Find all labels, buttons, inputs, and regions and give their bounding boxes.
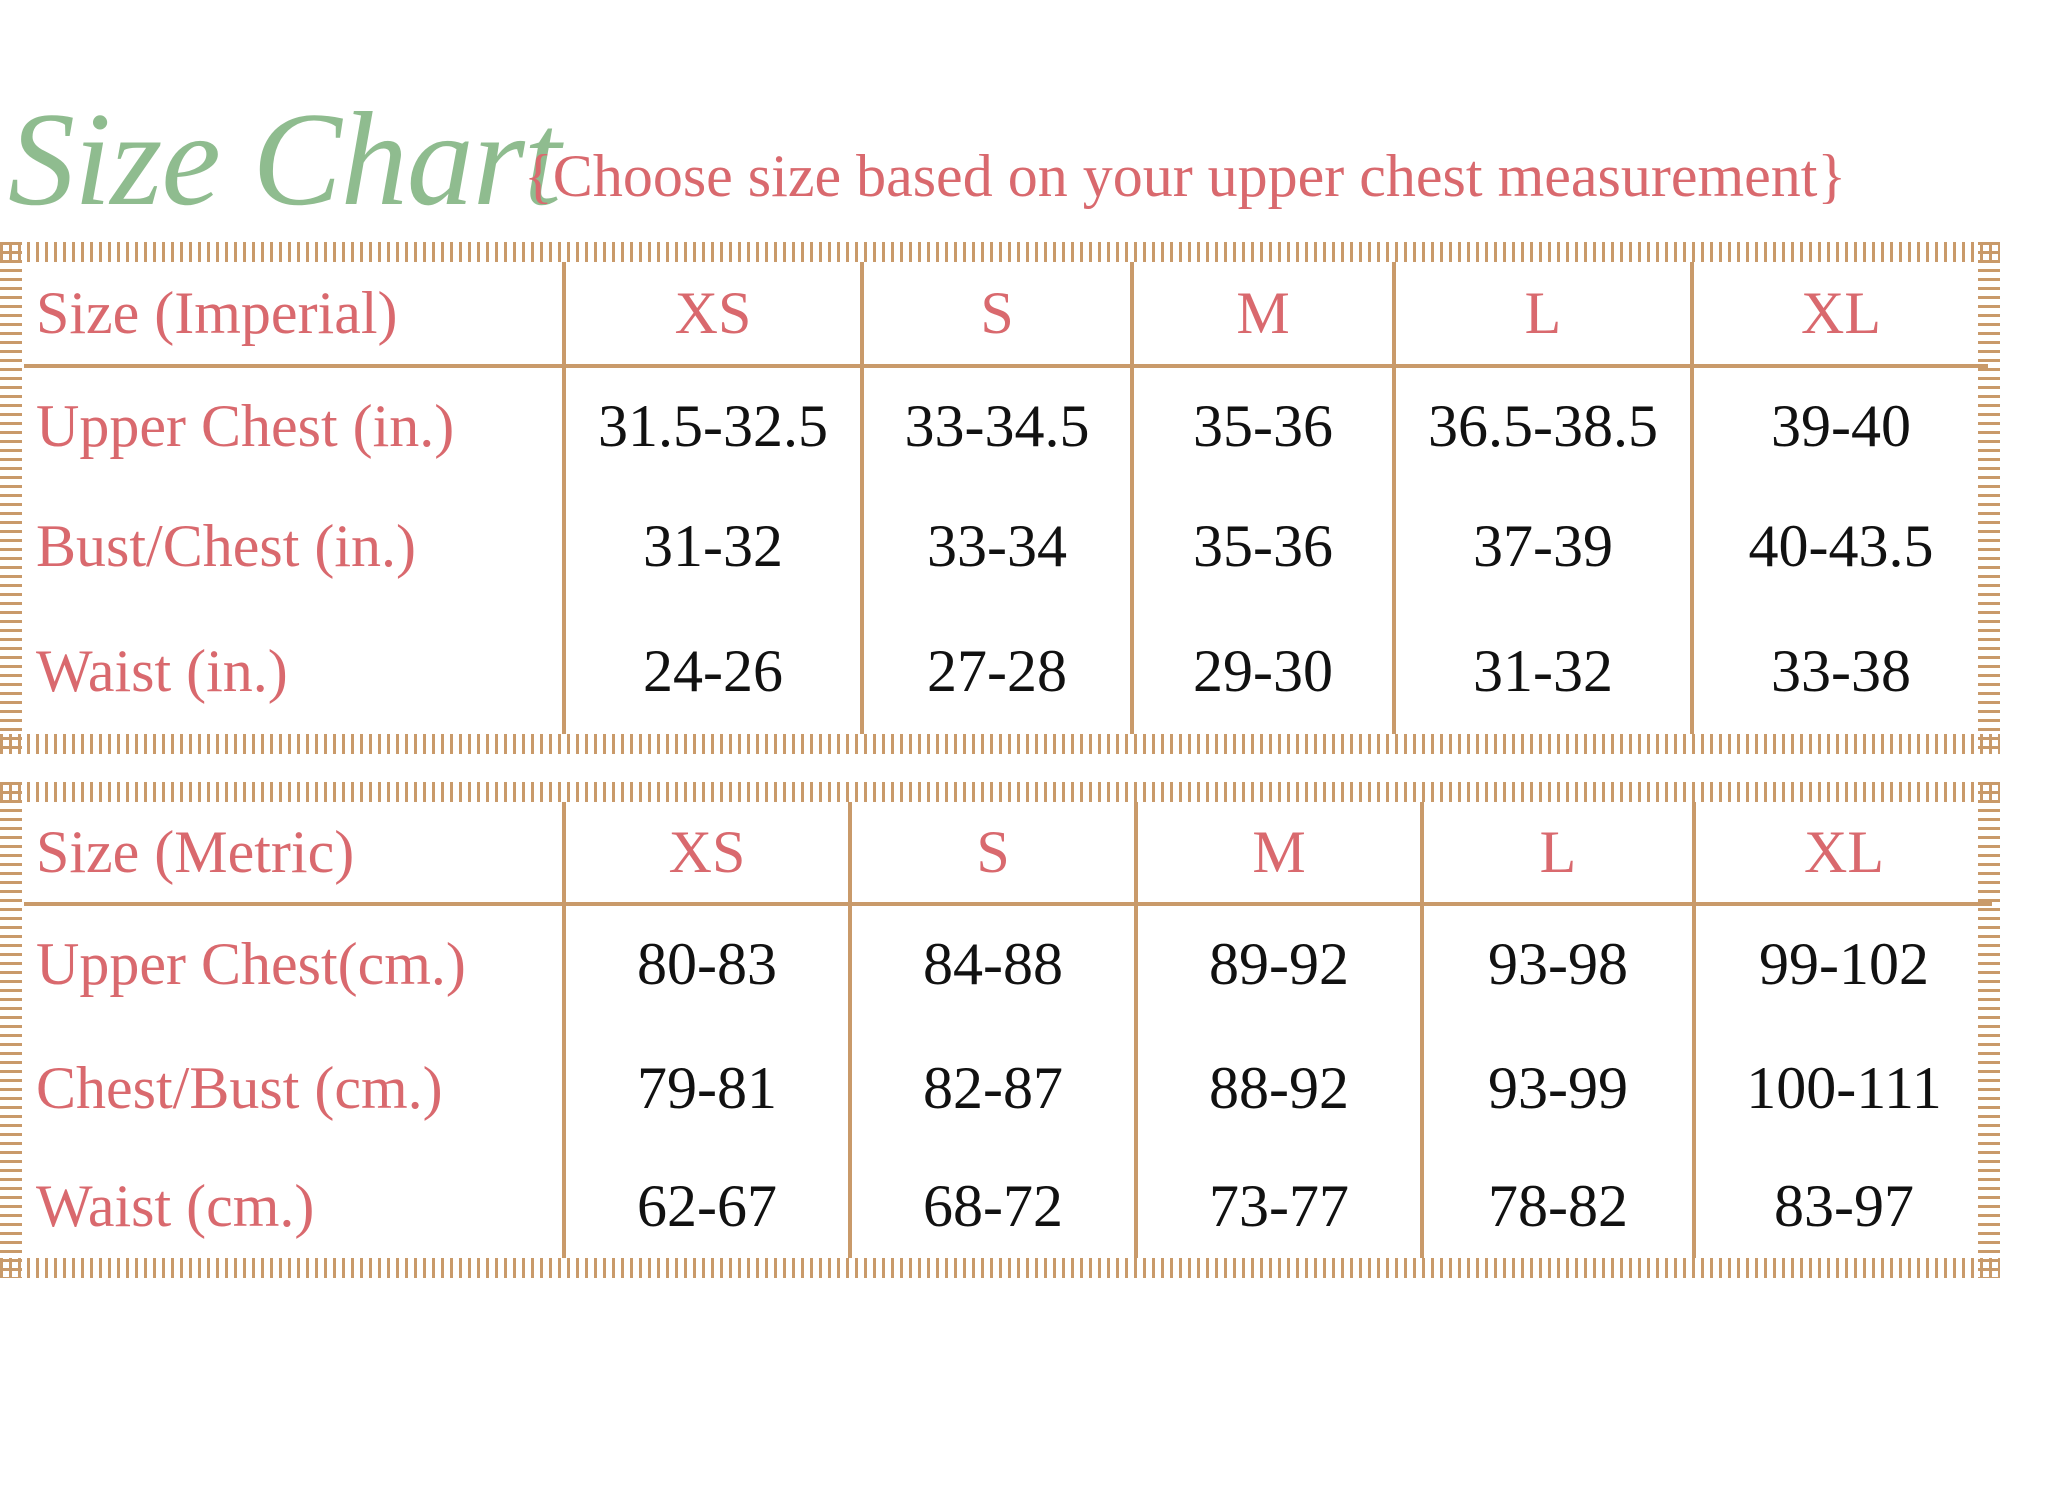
metric-cell: 93-98 xyxy=(1420,906,1692,1022)
metric-cell: 88-92 xyxy=(1134,1022,1420,1154)
metric-cell: 83-97 xyxy=(1692,1154,1992,1258)
imperial-size-header: L xyxy=(1392,262,1690,368)
imperial-size-header: XS xyxy=(562,262,860,368)
imperial-cell: 31-32 xyxy=(1392,608,1690,734)
metric-cell: 79-81 xyxy=(562,1022,848,1154)
imperial-header-label: Size (Imperial) xyxy=(24,262,562,368)
imperial-size-header: M xyxy=(1130,262,1392,368)
imperial-cell: 35-36 xyxy=(1130,368,1392,484)
metric-cell: 84-88 xyxy=(848,906,1134,1022)
imperial-cell: 35-36 xyxy=(1130,484,1392,608)
metric-header-label: Size (Metric) xyxy=(24,802,562,906)
metric-size-header: S xyxy=(848,802,1134,906)
metric-cell: 62-67 xyxy=(562,1154,848,1258)
imperial-cell: 37-39 xyxy=(1392,484,1690,608)
metric-cell: 99-102 xyxy=(1692,906,1992,1022)
table-border-bottom xyxy=(0,734,2000,754)
imperial-cell: 33-34 xyxy=(860,484,1130,608)
metric-grid xyxy=(24,802,1976,1258)
page-subtitle: {Choose size based on your upper chest measurement} xyxy=(524,143,1847,209)
imperial-size-table xyxy=(0,242,2000,754)
imperial-cell: 33-38 xyxy=(1690,608,1988,734)
metric-cell: 82-87 xyxy=(848,1022,1134,1154)
imperial-cell: 29-30 xyxy=(1130,608,1392,734)
metric-size-header: M xyxy=(1134,802,1420,906)
imperial-row-label: Upper Chest (in.) xyxy=(36,392,455,459)
metric-size-table xyxy=(0,782,2000,1278)
table-border-left xyxy=(0,242,22,754)
imperial-grid xyxy=(24,262,1976,734)
metric-cell: 73-77 xyxy=(1134,1154,1420,1258)
imperial-cell: 40-43.5 xyxy=(1690,484,1988,608)
imperial-cell: 24-26 xyxy=(562,608,860,734)
metric-cell: 100-111 xyxy=(1692,1022,1992,1154)
metric-cell: 78-82 xyxy=(1420,1154,1692,1258)
imperial-cell: 31-32 xyxy=(562,484,860,608)
metric-row-label: Chest/Bust (cm.) xyxy=(36,1054,443,1121)
imperial-cell: 36.5-38.5 xyxy=(1392,368,1690,484)
table-border-bottom xyxy=(0,1258,2000,1278)
metric-cell: 93-99 xyxy=(1420,1022,1692,1154)
metric-size-header: XL xyxy=(1692,802,1992,906)
metric-cell: 68-72 xyxy=(848,1154,1134,1258)
page-title: Size Chart xyxy=(8,85,561,233)
imperial-cell: 33-34.5 xyxy=(860,368,1130,484)
imperial-size-header: S xyxy=(860,262,1130,368)
table-border-top xyxy=(0,242,2000,262)
imperial-row-label: Bust/Chest (in.) xyxy=(36,512,417,579)
imperial-cell: 27-28 xyxy=(860,608,1130,734)
metric-size-header: XS xyxy=(562,802,848,906)
imperial-size-header: XL xyxy=(1690,262,1988,368)
imperial-cell: 31.5-32.5 xyxy=(562,368,860,484)
metric-size-header: L xyxy=(1420,802,1692,906)
metric-row-label: Waist (cm.) xyxy=(36,1172,315,1239)
table-border-left xyxy=(0,782,22,1278)
imperial-row-label: Waist (in.) xyxy=(36,637,288,704)
metric-cell: 89-92 xyxy=(1134,906,1420,1022)
table-border-top xyxy=(0,782,2000,802)
imperial-cell: 39-40 xyxy=(1690,368,1988,484)
metric-row-label: Upper Chest(cm.) xyxy=(36,930,466,997)
metric-cell: 80-83 xyxy=(562,906,848,1022)
title-row xyxy=(8,85,2038,233)
